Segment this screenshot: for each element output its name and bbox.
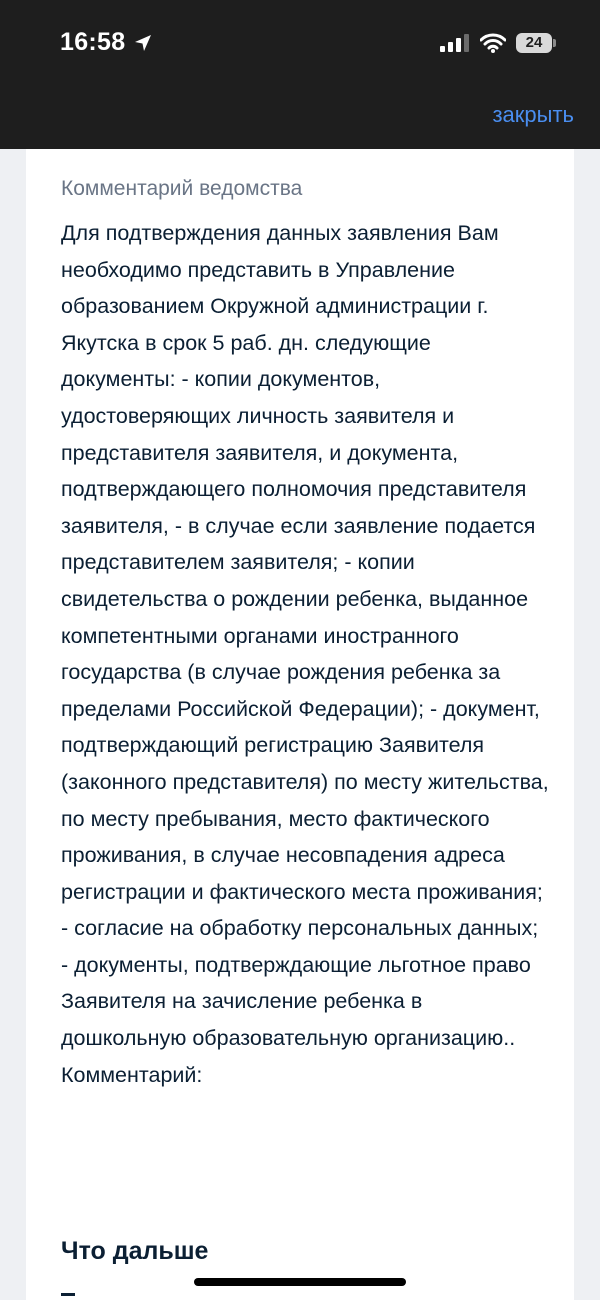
signal-icon <box>440 34 470 52</box>
comment-text: Для подтверждения данных заявления Вам необходимо представить в Управление образованием Окружной администрации г. Якутска в срок 5 раб. дн. следующие документы: - копии документов, удостоверяющих личность заявителя и представителя заявителя, и документа, подтверждающего полномочия представителя заявителя, - в случае если заявление подается представителем заявителя; - копии свидетельства о рождении ребенка, выданное компетентными органами иностранного государства (в случае рождения ребенка за пределами Российской Федерации); - документ, подтверждающий регистрацию Заявителя (законного представителя) по месту жительства, по месту пребывания, место фактического проживания, в случае несовпадения адреса регистрации и фактического места проживания; - согласие на обработку персональных данных; - документы, подтверждающие льготное право Заявителя на зачисление ребенка в дошкольную образовательную организацию.. Комментарий: <box>61 221 549 1087</box>
clipped-text-fragment <box>61 1293 75 1296</box>
next-section-title: Что дальше <box>61 1237 209 1265</box>
time-label: 16:58 <box>60 28 126 56</box>
battery-icon <box>516 33 552 53</box>
location-arrow-icon <box>133 33 153 53</box>
battery-level: 24 <box>525 34 543 51</box>
home-indicator[interactable] <box>194 1278 406 1286</box>
content-card <box>26 149 574 1300</box>
close-button[interactable]: закрыть <box>492 102 574 127</box>
top-bar <box>0 0 600 149</box>
comment-label: Комментарий ведомства <box>61 177 303 200</box>
status-time <box>60 28 153 57</box>
wifi-icon <box>480 33 506 53</box>
status-icons <box>440 33 552 53</box>
